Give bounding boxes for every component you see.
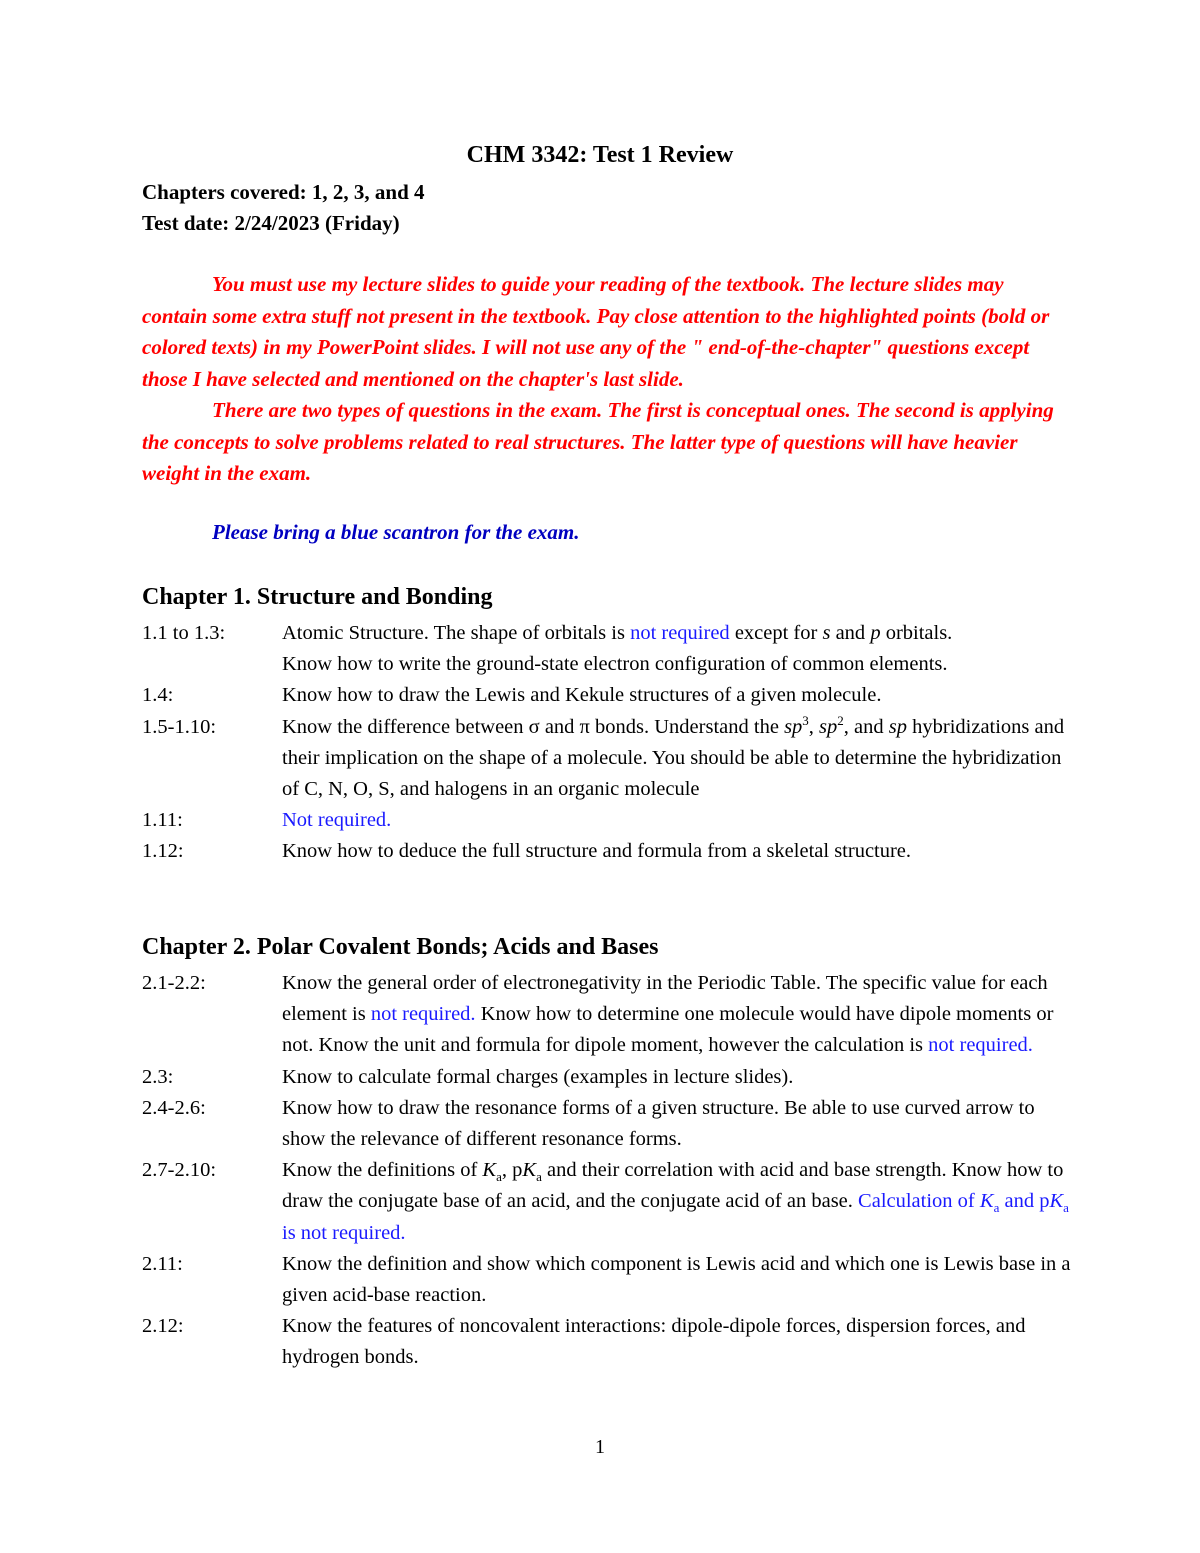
section-label: 1.1 to 1.3: xyxy=(142,622,226,644)
section-label: 2.3: xyxy=(142,1065,174,1088)
section-text: Know the difference between σ and π bonds. Understand the $sp^3$, $sp^2$, and sp hybridizations and their implication on the shape of a molecule. You should be able to determine the hybridization of C, N, O, S, and halogens in an organic molecule xyxy=(282,712,1065,801)
section-row xyxy=(142,712,1072,806)
section-text: Atomic Structure. The shape of orbitals is not required except for s and p orbitals. Know how to write the ground-state electron configuration of common elements. xyxy=(282,622,953,676)
section-label: 2.1-2.2: xyxy=(142,972,206,994)
chapter-2-sections xyxy=(142,968,1072,1374)
section-text: Not required. xyxy=(282,809,392,832)
section-row xyxy=(142,968,1072,1062)
test-date: Test date: 2/24/2023 (Friday) xyxy=(142,211,400,235)
section-text: Know how to deduce the full structure and formula from a skeletal structure. xyxy=(282,840,912,863)
section-label: 2.12: xyxy=(142,1315,184,1338)
section-text: Know the definitions of $K_a$, $pK_a$ and their correlation with acid and base strength. Know how to draw the conjugate base of an acid, and the conjugate acid of an base. Calculation of $K_a$ and $pK_a$ is not required. xyxy=(282,1159,1069,1244)
page-number: 1 xyxy=(595,1436,605,1458)
section-text: Know the general order of electronegativity in the Periodic Table. The specific value for each element is not required. Know how to determine one molecule would have dipole moments or not. Know the unit and formula for dipole moment, however the calculation is not required. xyxy=(282,972,1054,1057)
instructions-paragraph-2: There are two types of questions in the exam. The first is conceptual ones. The second is applying the concepts to solve problems related to real structures. The latter type of questions will have heavier weight in the exam. xyxy=(142,398,1054,485)
not-required-highlight: not required xyxy=(630,622,730,644)
section-row xyxy=(142,836,1072,867)
section-label: 2.11: xyxy=(142,1252,183,1275)
section-text: Know to calculate formal charges (examples in lecture slides). xyxy=(282,1065,794,1088)
scantron-note: Please bring a blue scantron for the exam. xyxy=(212,520,580,544)
section-row xyxy=(142,1311,1072,1373)
section-label: 1.4: xyxy=(142,684,174,707)
chapter-1-sections xyxy=(142,618,1072,868)
section-label: 1.12: xyxy=(142,840,184,863)
page-title: CHM 3342: Test 1 Review xyxy=(466,142,734,168)
section-text: Know the features of noncovalent interactions: dipole-dipole forces, dispersion forces, and hydrogen bonds. xyxy=(282,1315,1026,1369)
chapter-1-heading: Chapter 1. Structure and Bonding xyxy=(142,584,493,610)
section-label: 1.11: xyxy=(142,809,183,832)
section-row xyxy=(142,1249,1072,1311)
chapters-covered: Chapters covered: 1, 2, 3, and 4 xyxy=(142,180,425,204)
section-text: Know how to draw the Lewis and Kekule structures of a given molecule. xyxy=(282,684,882,707)
section-row xyxy=(142,618,1072,680)
section-row xyxy=(142,1155,1072,1249)
instructions-note xyxy=(142,269,1062,490)
chapter-2-heading: Chapter 2. Polar Covalent Bonds; Acids and Bases xyxy=(142,934,659,960)
section-row xyxy=(142,1093,1072,1155)
section-row xyxy=(142,805,1072,836)
section-text: Know how to draw the resonance forms of a given structure. Be able to use curved arrow to show the relevance of different resonance forms. xyxy=(282,1096,1035,1151)
section-label: 2.4-2.6: xyxy=(142,1096,206,1119)
section-label: 1.5-1.10: xyxy=(142,715,217,738)
section-row xyxy=(142,680,1072,711)
instructions-paragraph-1: You must use my lecture slides to guide your reading of the textbook. The lecture slides may contain some extra stuff not present in the textbook. Pay close attention to the highlighted points (bold or colored texts) in my PowerPoint slides. I will not use any of the " end-of-the-chapter" questions except those I have selected and mentioned on the chapter's last slide. xyxy=(142,272,1050,391)
section-row xyxy=(142,1062,1072,1093)
section-label: 2.7-2.10: xyxy=(142,1159,217,1182)
section-text: Know the definition and show which component is Lewis acid and which one is Lewis base in a given acid-base reaction. xyxy=(282,1252,1071,1307)
